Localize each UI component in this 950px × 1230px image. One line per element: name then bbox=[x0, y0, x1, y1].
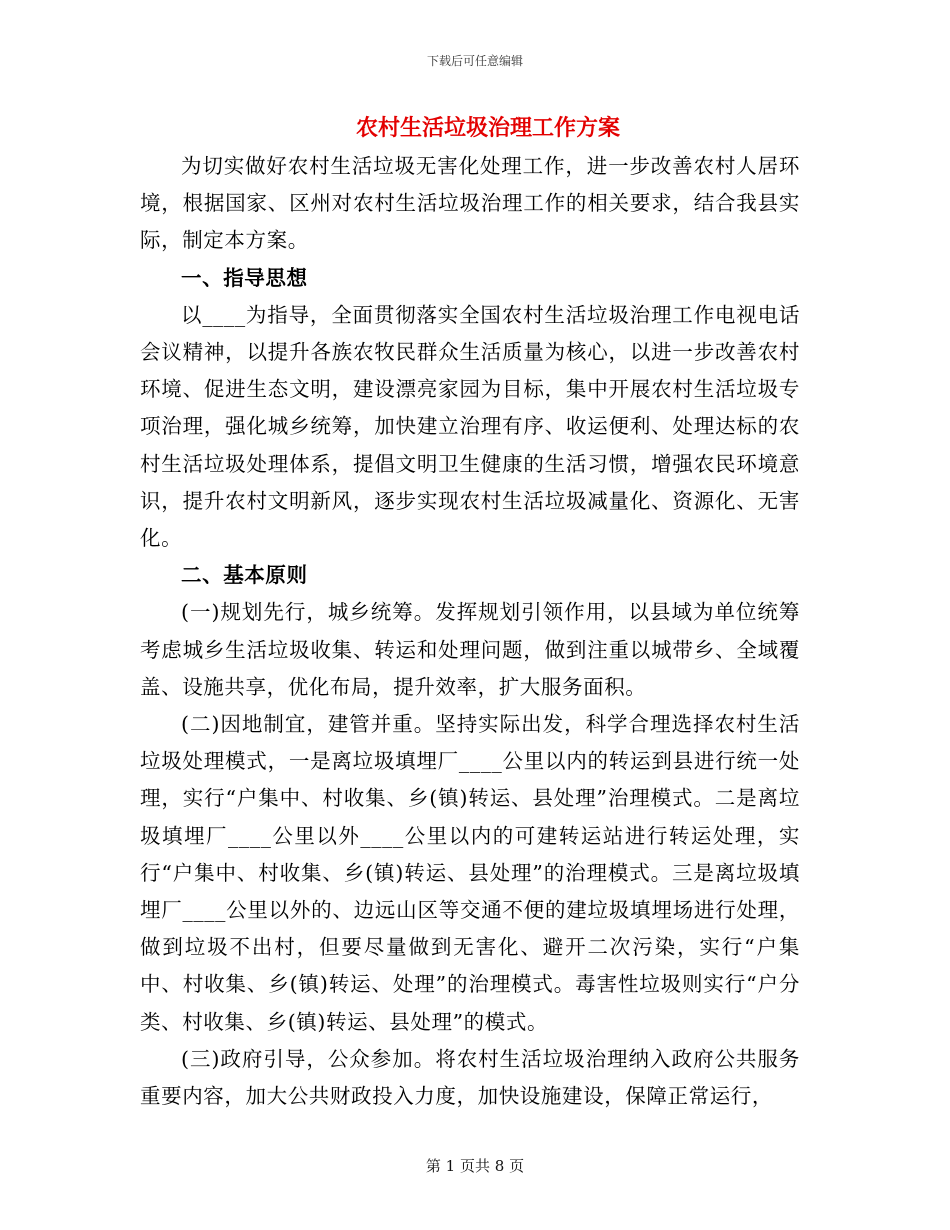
document-title: 农村生活垃圾治理工作方案 bbox=[355, 116, 620, 141]
section-heading-basic-principles: 二、基本原则 bbox=[181, 563, 308, 588]
header-note: 下载后可任意编辑 bbox=[426, 54, 523, 68]
page-footer: 第 1 页共 8 页 bbox=[425, 1157, 525, 1175]
principle-1-paragraph: (一)规划先行，城乡统筹。发挥规划引领作用，以县域为单位统筹考虑城乡生活垃圾收集、转运和处理问题，做到注重以城带乡、全域覆盖、设施共享，优化布局，提升效率，扩大服务面积。 bbox=[140, 600, 800, 699]
principle-2-paragraph: (二)因地制宜，建管并重。坚持实际出发，科学合理选择农村生活垃圾处理模式，一是离垃圾填埋厂____公里以内的转运到县进行统一处理，实行“户集中、村收集、乡(镇)转运、县处理”治理模式。二是离垃圾填埋厂____公里以外____公里以内的可建转运站进行转运处理，实行“户集中、村收集、乡(镇)转运、县处理”的治理模式。三是离垃圾填埋厂____公里以外的、边远山区等交通不便的建垃圾填埋场进行处理，做到垃圾不出村，但要尽量做到无害化、避开二次污染，实行“户集中、村收集、乡(镇)转运、处理”的治理模式。毒害性垃圾则实行“户分类、村收集、乡(镇)转运、县处理”的模式。 bbox=[140, 712, 800, 1034]
principle-3-paragraph: (三)政府引导，公众参加。将农村生活垃圾治理纳入政府公共服务重要内容，加大公共财政投入力度，加快设施建设，保障正常运行， bbox=[140, 1046, 800, 1109]
document-page bbox=[140, 112, 800, 1115]
section-heading-guiding-ideology: 一、指导思想 bbox=[181, 265, 308, 290]
intro-paragraph: 为切实做好农村生活垃圾无害化处理工作，进一步改善农村人居环境，根据国家、区州对农村生活垃圾治理工作的相关要求，结合我县实际，制定本方案。 bbox=[140, 154, 800, 253]
guiding-ideology-paragraph: 以____为指导，全面贯彻落实全国农村生活垃圾治理工作电视电话会议精神，以提升各族农牧民群众生活质量为核心，以进一步改善农村环境、促进生态文明，建设漂亮家园为目标，集中开展农村生活垃圾专项治理，强化城乡统筹，加快建立治理有序、收运便利、处理达标的农村生活垃圾处理体系，提倡文明卫生健康的生活习惯，增强农民环境意识，提升农村文明新风，逐步实现农村生活垃圾减量化、资源化、无害化。 bbox=[140, 302, 800, 551]
